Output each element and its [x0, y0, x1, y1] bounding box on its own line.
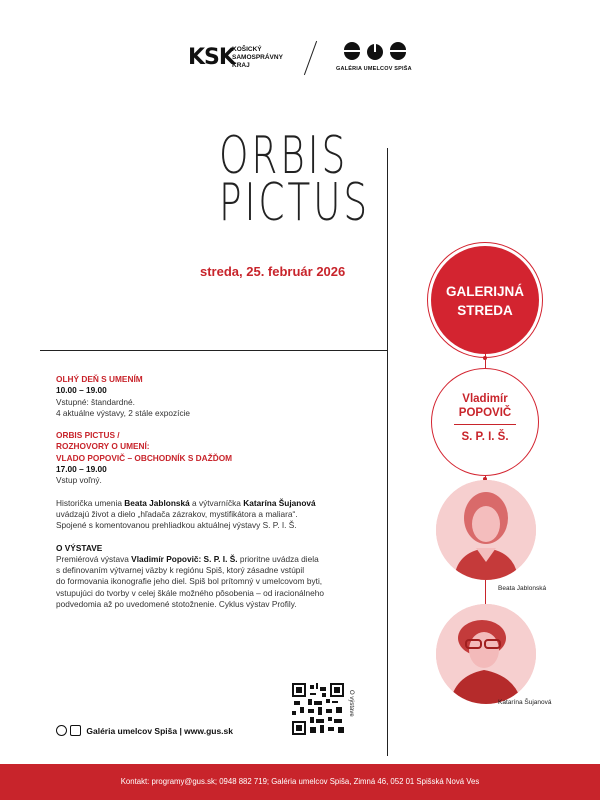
qr-label: O výstave	[348, 690, 354, 717]
portrait-katarina-sujanova	[436, 604, 536, 704]
text-span: Historička umenia	[56, 497, 125, 508]
section-title: ROZHOVORY O UMENÍ:	[56, 441, 150, 452]
title-line: PICTUS	[219, 173, 371, 233]
person-name: Beata Jablonská	[124, 497, 190, 508]
logo-divider	[304, 41, 317, 75]
connector-dot	[483, 356, 487, 360]
text-line: s definovaním výtvarnej väzby k regiónu Spiš, ktorý zásadne vstúpil	[56, 565, 305, 576]
portrait-caption: Katarína Šujanová	[498, 699, 552, 706]
horizontal-divider	[40, 350, 388, 351]
text-line	[56, 498, 386, 509]
ksk-logo: KSK	[188, 45, 235, 70]
title-line: ORBIS	[219, 126, 349, 186]
artist-last-name: POPOVIČ	[458, 407, 512, 419]
artist-first-name: Vladimír	[462, 393, 508, 405]
text-line: Spojené s komentovanou prehliadkou aktuálnej výstavy S. P. I. Š.	[56, 520, 297, 531]
page-title	[219, 126, 371, 233]
portrait-caption: Beata Jablonská	[498, 585, 547, 592]
text-line	[56, 554, 386, 565]
social-links[interactable]	[56, 725, 233, 736]
ksk-name-line: KOŠICKÝ	[232, 46, 262, 53]
section-title: O VÝSTAVE	[56, 542, 103, 553]
footer	[0, 764, 600, 800]
ksk-name-line: SAMOSPRÁVNY	[232, 54, 283, 61]
badge-rule	[454, 424, 516, 425]
ksk-name	[232, 46, 283, 70]
portrait-beata-jablonska	[436, 480, 536, 580]
text-line: 4 aktuálne výstavy, 2 stále expozície	[56, 407, 191, 418]
text-line: do formovania ikonografie jeho diel. Spiš bol prítomný v umelcovom byti,	[56, 576, 323, 587]
exhibit-name: Vladimír Popovič: S. P. I. Š.	[131, 553, 238, 564]
event-date: streda, 25. február 2026	[200, 264, 346, 279]
contact-info: Kontakt: programy@gus.sk; 0948 882 719; Galéria umelcov Spiša, Zimná 46, 052 01 Spišská Nová Ves	[120, 777, 480, 786]
qr-code-icon[interactable]	[292, 683, 344, 735]
text-line: Vstup voľný.	[56, 475, 102, 486]
person-name: Katarína Šujanová	[243, 497, 316, 508]
facebook-icon[interactable]	[56, 725, 67, 736]
text-span: Premiérová výstava	[56, 553, 132, 564]
section-time: 10.00 – 19.00	[56, 385, 107, 396]
section-title: ORBIS PICTUS /	[56, 430, 120, 441]
event-badge	[431, 246, 539, 354]
artist-badge	[431, 368, 539, 476]
text-line: uvádzajú život a dielo „hľadača zázrakov, mystifikátora a maliara“.	[56, 508, 298, 519]
ksk-name-line: KRAJ	[232, 62, 250, 69]
section-title: VLADO POPOVIČ – OBCHODNÍK S DAŽĎOM	[56, 452, 233, 463]
section-title: OLHÝ DEŇ S UMENÍM	[56, 374, 143, 384]
text-line: vstupujúci do tvorby v celej škále možného pôsobenia – od iracionálneho	[56, 587, 324, 598]
portrait-image	[436, 480, 536, 580]
text-span: prioritne uvádza diela	[237, 553, 319, 564]
section-time: 17.00 – 19.00	[56, 464, 107, 475]
program-text	[56, 374, 386, 610]
badge-line: STREDA	[457, 303, 513, 318]
badge-line: GALERIJNÁ	[445, 284, 524, 299]
instagram-icon[interactable]	[70, 725, 81, 736]
text-span: a výtvarníčka	[189, 497, 244, 508]
website-link[interactable]: Galéria umelcov Spiša | www.gus.sk	[86, 726, 233, 736]
gus-logo-icon	[340, 42, 410, 62]
vertical-divider	[387, 148, 388, 756]
gus-name: GALÉRIA UMELCOV SPIŠA	[336, 66, 412, 72]
text-line: Vstupné: štandardné.	[56, 396, 135, 407]
text-line: podvedomia až po uvedomené stotožnenie. Cyklus výstav Profily.	[56, 599, 297, 610]
portrait-image	[436, 604, 536, 704]
exhibit-title: S. P. I. Š.	[461, 431, 509, 443]
